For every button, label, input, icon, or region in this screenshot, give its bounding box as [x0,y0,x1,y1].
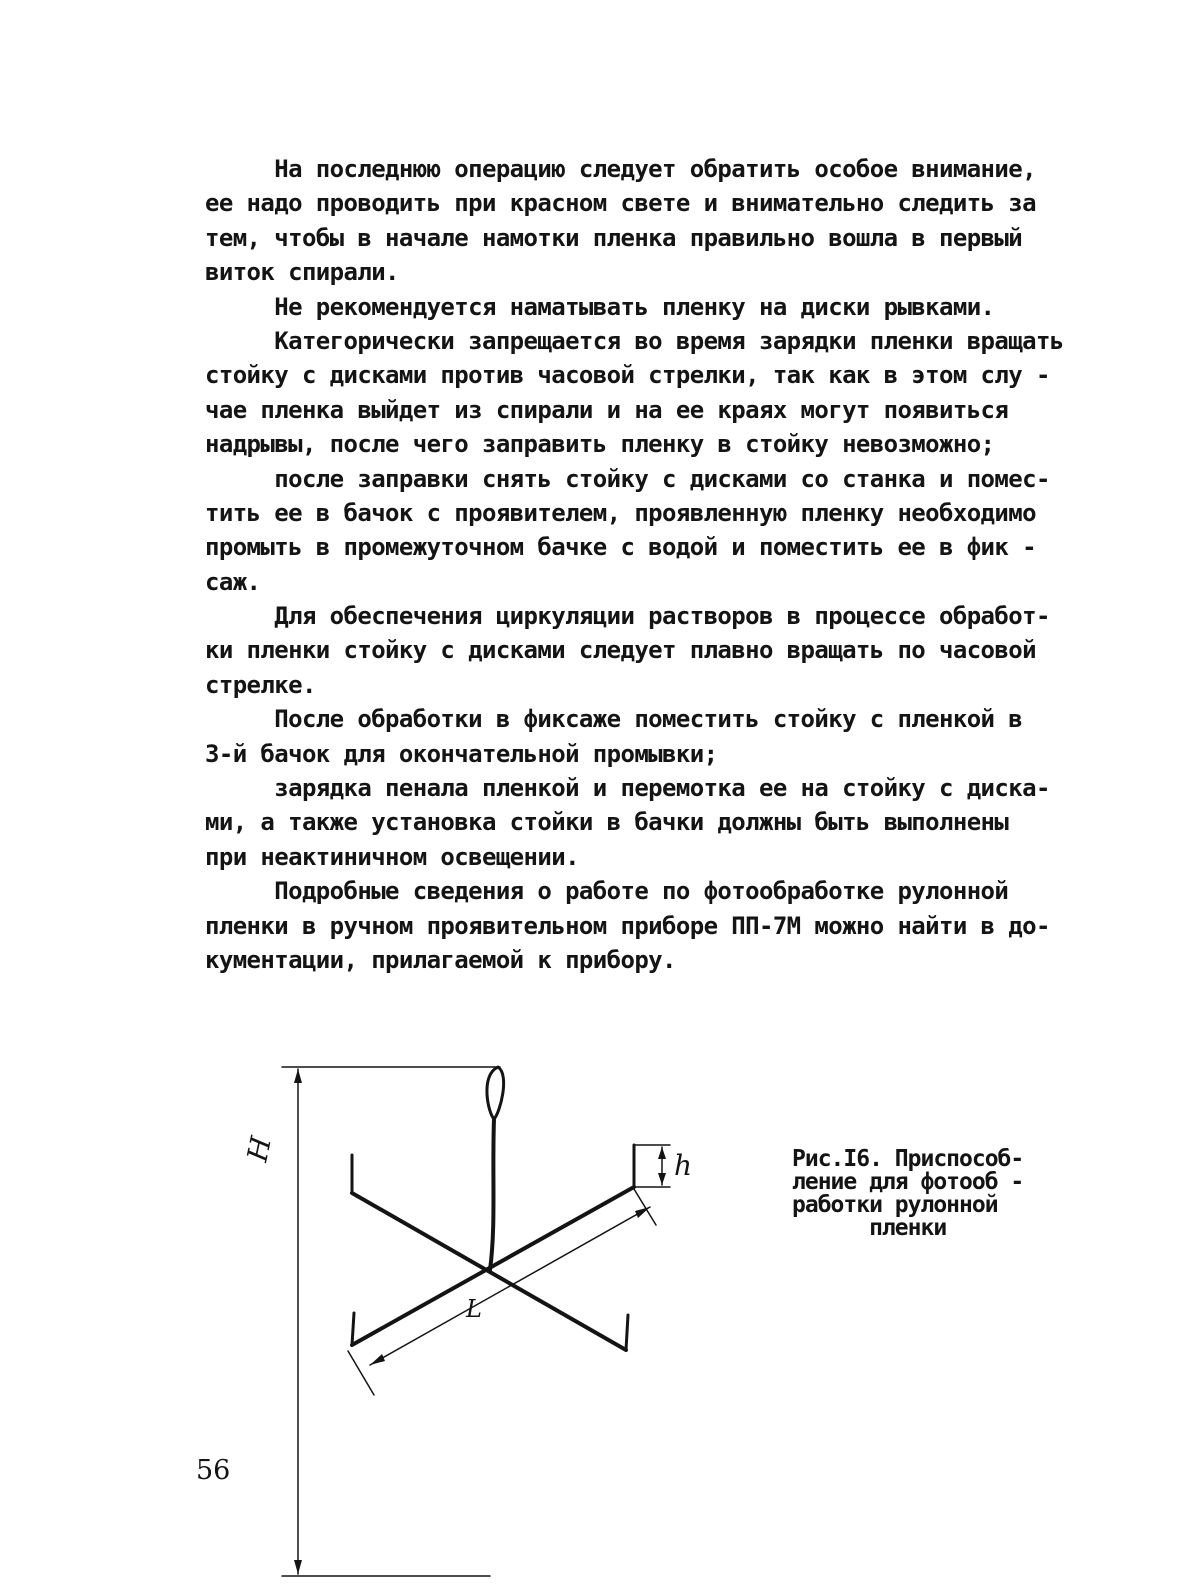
dimension-H-arrow-bottom [294,1560,302,1574]
text-line: при неактиничном освещении. [205,842,579,871]
right-lower-hook [626,1315,628,1350]
film-processing-fixture-diagram [240,1055,693,1405]
text-line: Подробные сведения о работе по фотообработке рулонной [205,877,1009,906]
figure-caption [792,1148,1062,1240]
body-text [205,152,1075,977]
text-line: чае пленка выйдет из спирали и на ее краях могут появиться [205,395,1009,424]
text-line: после заправки снять стойку с дисками со станка и помес- [205,464,1050,493]
vertical-rod [490,1119,494,1270]
caption-line: Рис.I6. Приспособ- [792,1146,1024,1172]
left-lower-hook [352,1313,354,1345]
text-line: ми, а также установка стойки в бачки должны быть выполнены [205,808,1009,837]
text-line: Категорически запрещается во время зарядки пленки вращать [205,326,1064,355]
text-line: стойку с дисками против часовой стрелки, так как в этом слу - [205,361,1050,390]
caption-line: работки рулонной [792,1192,998,1218]
text-line: ее надо проводить при красном свете и внимательно следить за [205,189,1036,218]
text-line: тем, чтобы в начале намотки пленка правильно вошла в первый [205,223,1023,252]
text-line: виток спирали. [205,258,399,287]
label-L: L [466,1295,482,1323]
text-line: ки пленки стойку с дисками следует плавно вращать по часовой [205,636,1036,665]
dimension-h-arrow-bottom [658,1173,666,1185]
text-line: пленки в ручном проявительном приборе ПП-7М можно найти в до- [205,911,1050,940]
text-line: надрывы, после чего заправить пленку в стойку невозможно; [205,430,995,459]
dimension-L-extension-left [348,1351,374,1395]
text-line: 3-й бачок для окончательной промывки; [205,739,718,768]
hanger-loop [487,1067,504,1119]
text-line: После обработки в фиксаже поместить стойку с пленкой в [205,705,1023,734]
text-line: На последнюю операцию следует обратить особое внимание, [205,155,1036,183]
dimension-L-arrow-left [370,1354,385,1365]
text-line: тить ее в бачок с проявителем, проявленную пленку необходимо [205,498,1036,527]
label-h: h [674,1149,693,1182]
text-line: зарядка пенала пленкой и перемотка ее на стойку с диска- [205,774,1050,803]
caption-line: ление для фотооб - [792,1169,1024,1195]
label-H: H [240,1133,278,1165]
text-line: Не рекомендуется наматывать пленку на диски рывками. [205,292,995,321]
text-line: саж. [205,567,261,596]
text-line: кументации, прилагаемой к прибору. [205,945,676,974]
text-line: Для обеспечения циркуляции растворов в процессе обработ- [205,602,1050,631]
text-line: стрелке. [205,670,316,699]
caption-line: пленки [792,1215,947,1241]
page-number: 56 [196,1455,231,1486]
dimension-H-arrow-top [294,1069,302,1083]
dimension-L-extension-right [634,1189,656,1225]
text-line: промыть в промежуточном бачке с водой и поместить ее в фик - [205,533,1036,562]
dimension-h-arrow-top [658,1147,666,1159]
